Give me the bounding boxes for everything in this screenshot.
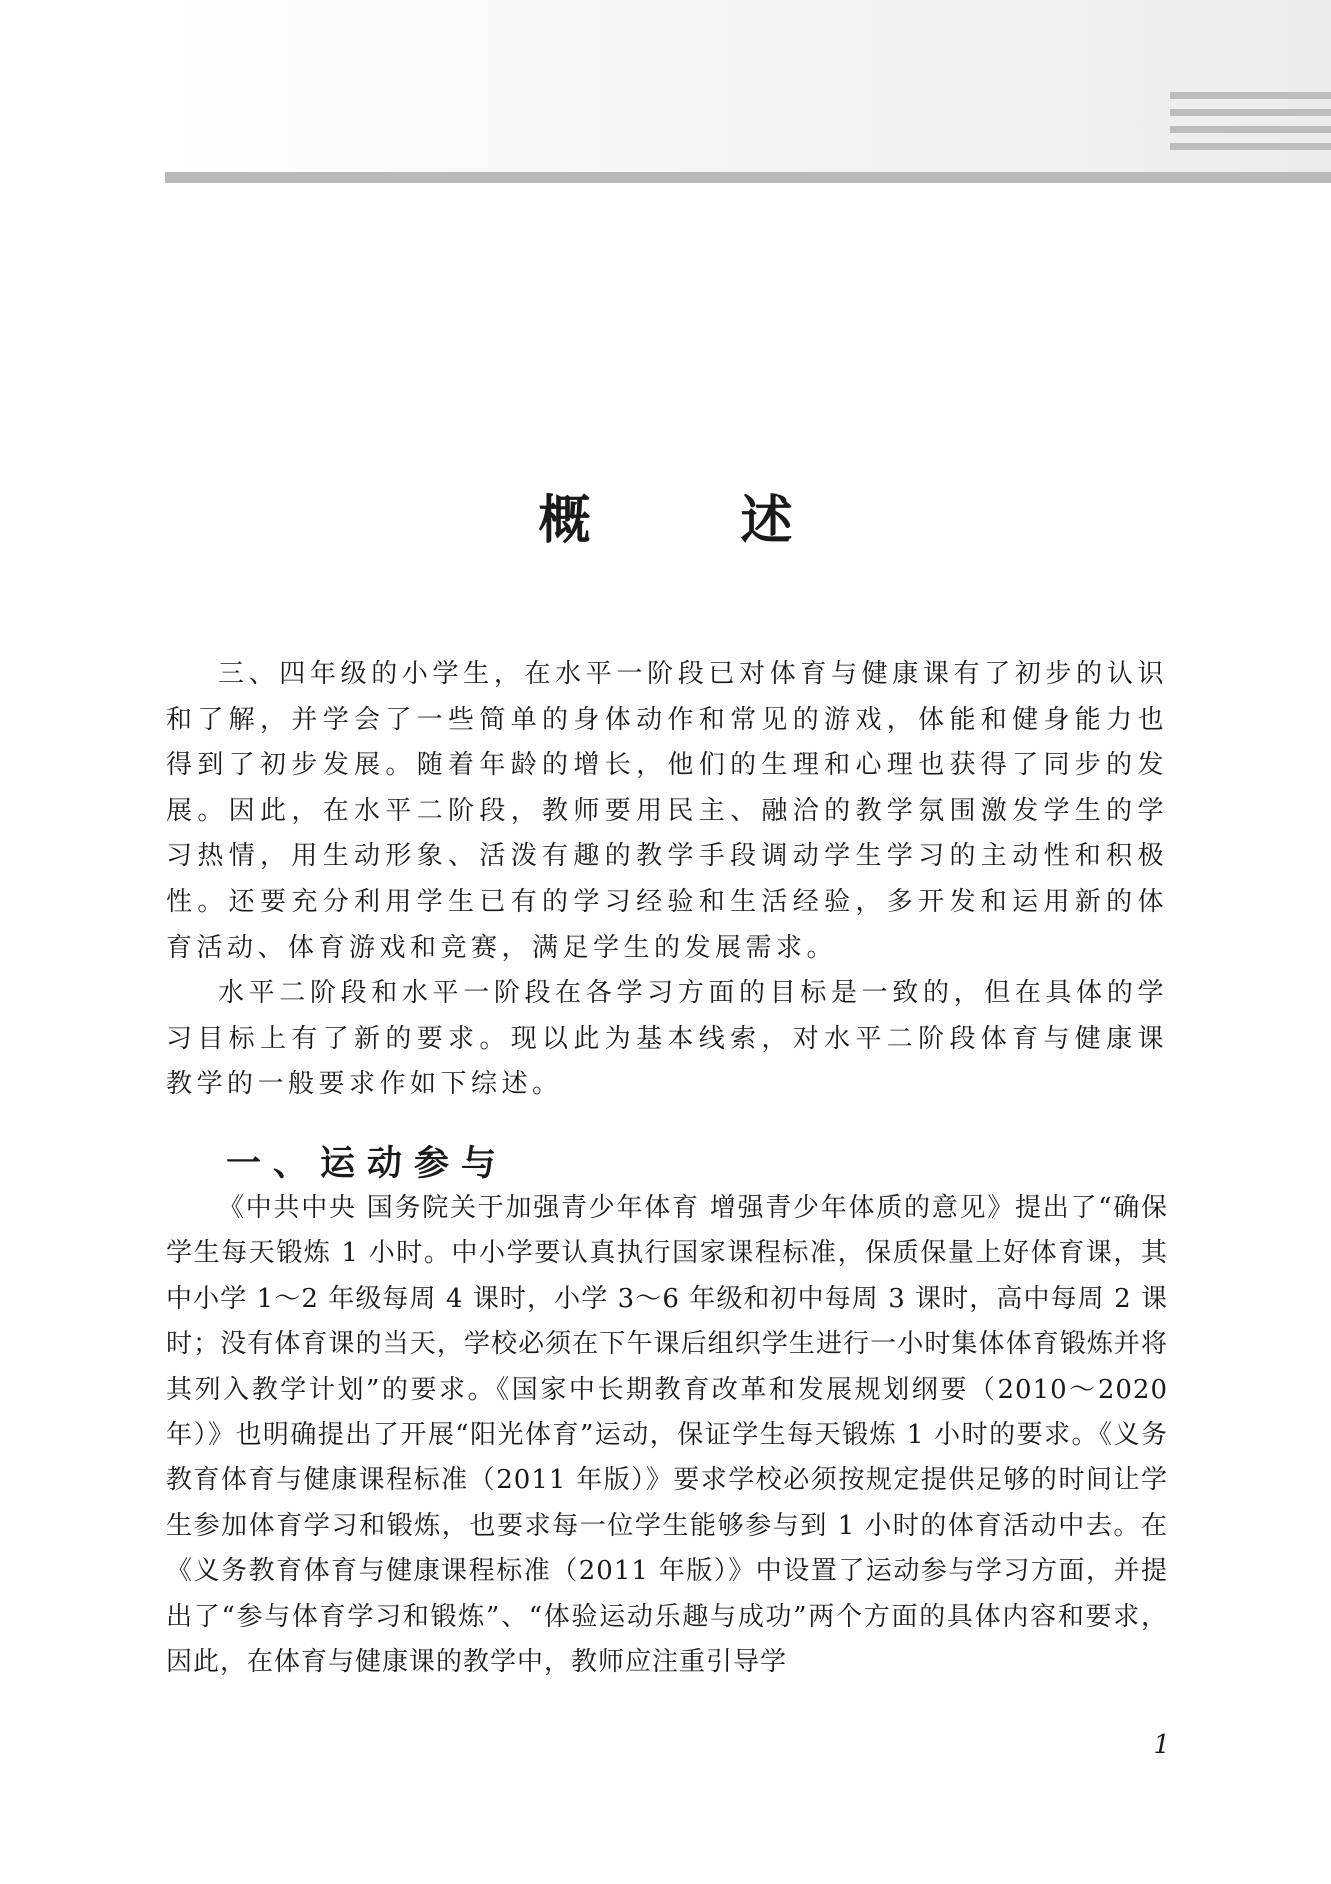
- header-stripe: [1170, 126, 1331, 133]
- header-band: [165, 0, 1331, 183]
- section-paragraph: 《中共中央 国务院关于加强青少年体育 增强青少年体质的意见》提出了“确保学生每天锻炼 1 小时。中小学要认真执行国家课程标准，保质保量上好体育课，其中小学 1～2 年级每周 4 课时，小学 3～6 年级和初中每周 3 课时，高中每周 2 课时；没有体育课的当天，学校必须在下午课后组织学生进行一小时集体体育锻炼并将其列入教学计划”的要求。《国家中长期教育改革和发展规划纲要（2010～2020 年）》也明确提出了开展“阳光体育”运动，保证学生每天锻炼 1 小时的要求。《义务教育体育与健康课程标准（2011 年版）》要求学校必须按规定提供足够的时间让学生参加体育学习和锻炼，也要求每一位学生能够参与到 1 小时的体育活动中去。在《义务教育体育与健康课程标准（2011 年版）》中设置了运动参与学习方面，并提出了“参与体育学习和锻炼”、“体验运动乐趣与成功”两个方面的具体内容和要求，因此，在体育与健康课的教学中，教师应注重引导学: [166, 1193, 1168, 1678]
- header-stripe: [1170, 109, 1331, 116]
- header-stripes-decoration: [1170, 92, 1331, 164]
- section-heading: 一、运动参与: [226, 1143, 509, 1185]
- intro-text: [166, 652, 1168, 1108]
- header-stripe: [1170, 143, 1331, 150]
- page-number: 1: [1153, 1730, 1170, 1760]
- header-stripe: [1170, 92, 1331, 99]
- header-rule: [165, 172, 1331, 183]
- intro-paragraph: 水平二阶段和水平一阶段在各学习方面的目标是一致的，但在具体的学习目标上有了新的要求。现以此为基本线索，对水平二阶段体育与健康课教学的一般要求作如下综述。: [166, 978, 1168, 1100]
- intro-paragraph: 三、四年级的小学生，在水平一阶段已对体育与健康课有了初步的认识和了解，并学会了一些简单的身体动作和常见的游戏，体能和健身能力也得到了初步发展。随着年龄的增长，他们的生理和心理也获得了同步的发展。因此，在水平二阶段，教师要用民主、融洽的教学氛围激发学生的学习热情，用生动形象、活泼有趣的教学手段调动学生学习的主动性和积极性。还要充分利用学生已有的学习经验和生活经验，多开发和运用新的体育活动、体育游戏和竞赛，满足学生的发展需求。: [166, 659, 1168, 963]
- section-text: [166, 1186, 1168, 1685]
- page-title: 概述: [538, 489, 943, 551]
